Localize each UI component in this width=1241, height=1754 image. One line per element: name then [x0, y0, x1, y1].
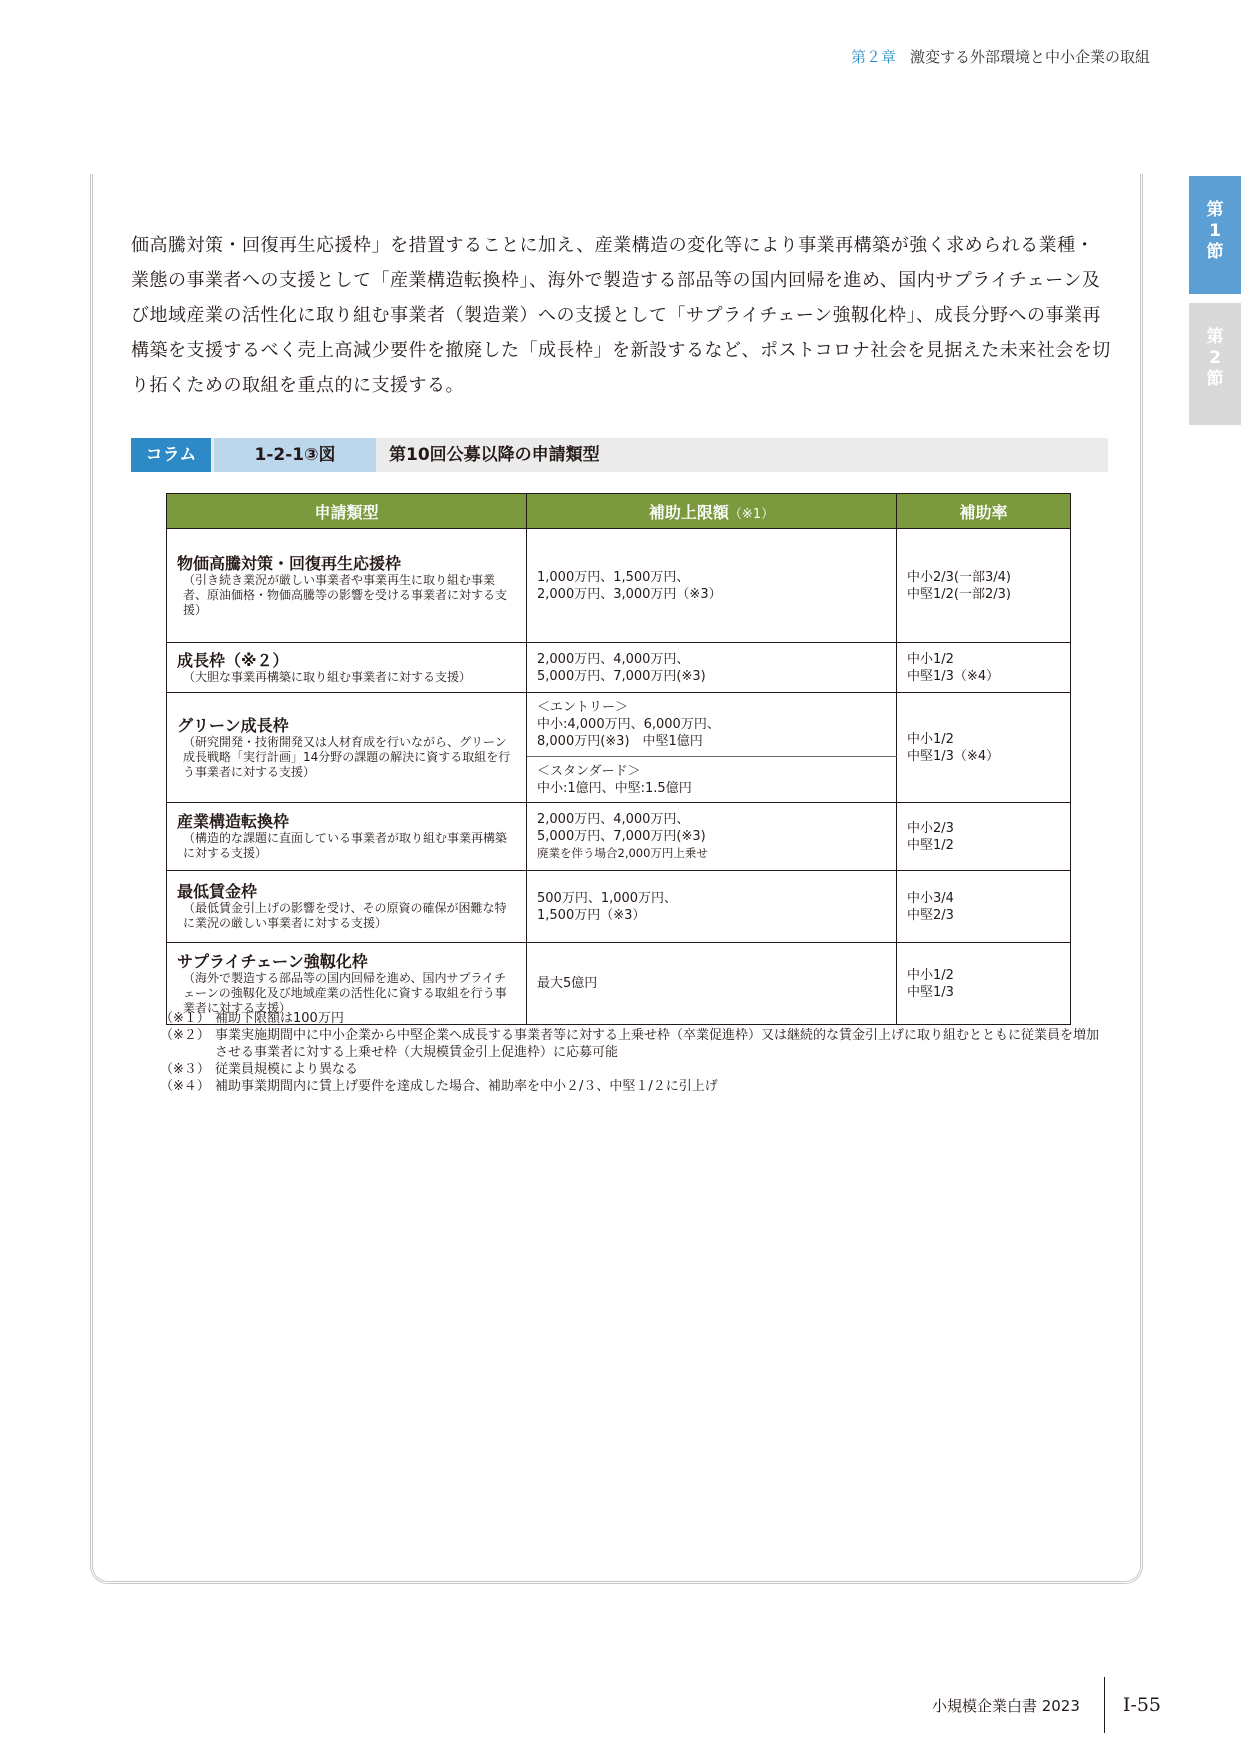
limit-text: 2,000万円、4,000万円、 5,000万円、7,000万円(※3): [537, 812, 706, 844]
section-tab-2[interactable]: [1189, 303, 1241, 425]
application-type-table: [166, 493, 1071, 1025]
figure-title: 第10回公募以降の申請類型: [389, 445, 600, 465]
header-limit-text: 補助上限額: [648, 502, 729, 522]
header-type: 申請類型: [167, 494, 527, 529]
type-cell: [167, 871, 527, 943]
footer-divider: [1104, 1677, 1105, 1733]
rate-cell: 中小1/2 中堅1/3: [897, 943, 1071, 1025]
type-desc: （海外で製造する部品等の国内回帰を進め、国内サプライチェーンの強靱化及び地域産業の活性化に資する取組を行う事業者に対する支援）: [183, 970, 507, 1015]
limit-cell: 500万円、1,000万円、 1,500万円（※3）: [527, 871, 897, 943]
note-text: 補助事業期間内に賃上げ要件を達成した場合、補助率を中小２/３、中堅１/２に引上げ: [215, 1079, 718, 1094]
note-1: [160, 1010, 1110, 1027]
chapter-number: 第２章: [850, 48, 896, 66]
type-desc: （構造的な課題に直面している事業者が取り組む事業再構築に対する支援）: [183, 831, 508, 860]
rate-cell: 中小3/4 中堅2/3: [897, 871, 1071, 943]
rate-cell: 中小1/2 中堅1/3（※4）: [897, 693, 1071, 803]
type-cell: [167, 693, 527, 803]
header-limit-note: （※1）: [728, 506, 775, 522]
note-text: 補助下限額は100万円: [215, 1011, 344, 1026]
type-desc: （引き続き業況が厳しい事業者や事業再生に取り組む事業者、原油価格・物価高騰等の影響を受ける事業者に対する支援）: [183, 572, 508, 617]
type-name: サプライチェーン強靱化枠: [177, 951, 368, 971]
table-row: [167, 803, 1071, 871]
note-3: [160, 1061, 1110, 1078]
note-key: （※４）: [160, 1079, 210, 1094]
column-header: [131, 438, 1108, 472]
table-row: [167, 529, 1071, 643]
limit-cell-standard: ＜スタンダード＞ 中小:1億円、中堅:1.5億円: [527, 757, 897, 803]
table-row: [167, 693, 1071, 757]
type-cell: [167, 529, 527, 643]
note-text: 事業実施期間中に中小企業から中堅企業へ成長する事業者等に対する上乗せ枠（卒業促進枠）又は継続的な賃金引上げに取り組むとともに従業員を増加させる事業者に対する上乗せ枠（大規模賃金引上促進枠）に応募可能: [215, 1028, 1100, 1060]
section-tab-1[interactable]: [1189, 176, 1241, 294]
limit-extra: 廃業を伴う場合2,000万円上乗せ: [537, 846, 708, 860]
type-name: グリーン成長枠: [177, 715, 289, 735]
rate-cell: 中小2/3 中堅1/2: [897, 803, 1071, 871]
limit-cell: 1,000万円、1,500万円、 2,000万円、3,000万円（※3）: [527, 529, 897, 643]
limit-cell: [527, 803, 897, 871]
type-cell: [167, 643, 527, 693]
limit-cell: 最大5億円: [527, 943, 897, 1025]
type-name: 成長枠（※２）: [177, 650, 289, 670]
section-tab-2-label: 第 2 節: [1206, 327, 1224, 389]
header-rate: 補助率: [897, 494, 1071, 529]
type-name: 最低賃金枠: [177, 882, 258, 901]
limit-cell-entry: ＜エントリー＞ 中小:4,000万円、6,000万円、 8,000万円(※3) 中堅1億円: [527, 693, 897, 757]
table-notes: [160, 1010, 1110, 1095]
type-name: 産業構造転換枠: [177, 812, 290, 831]
body-paragraph: 価高騰対策・回復再生応援枠」を措置することに加え、産業構造の変化等により事業再構築が強く求められる業種・業態の事業者への支援として「産業構造転換枠」、海外で製造する部品等の国内回帰を進め、国内サプライチェーン及び地域産業の活性化に取り組む事業者（製造業）への支援として「サプライチェーン強靱化枠」、成長分野への事業再構築を支援するべく売上高減少要件を撤廃した「成長枠」を新設するなど、ポストコロナ社会を見据えた未来社会を切り拓くための取組を重点的に支援する。: [131, 235, 1111, 396]
header-limit: [527, 494, 897, 529]
type-desc: （大胆な事業再構築に取り組む事業者に対する支援）: [183, 669, 472, 684]
rate-cell: 中小1/2 中堅1/3（※4）: [897, 643, 1071, 693]
chapter-title: 激変する外部環境と中小企業の取組: [909, 48, 1150, 66]
note-key: （※１）: [160, 1011, 210, 1026]
column-label: コラム: [131, 438, 211, 472]
running-header: [851, 46, 1150, 67]
table-row: [167, 643, 1071, 693]
book-title: 小規模企業白書 2023: [931, 1696, 1080, 1715]
limit-cell: 2,000万円、4,000万円、 5,000万円、7,000万円(※3): [527, 643, 897, 693]
note-2: [160, 1027, 1110, 1061]
section-tab-1-label: 第 1 節: [1206, 200, 1224, 262]
note-4: [160, 1078, 1110, 1095]
type-name: 物価高騰対策・回復再生応援枠: [177, 553, 402, 573]
type-cell: [167, 803, 527, 871]
table-row: [167, 871, 1071, 943]
figure-number: 1-2-1③図: [214, 438, 376, 472]
type-desc: （研究開発・技術開発又は人材育成を行いながら、グリーン成長戦略「実行計画」14分野の課題の解決に資する取組を行う事業者に対する支援）: [183, 734, 511, 779]
table-header-row: [167, 494, 1071, 529]
note-text: 従業員規模により異なる: [215, 1062, 359, 1077]
page-footer: [932, 1685, 1161, 1725]
note-key: （※２）: [160, 1028, 210, 1043]
page-number: Ⅰ-55: [1122, 1694, 1161, 1716]
rate-cell: 中小2/3(一部3/4) 中堅1/2(一部2/3): [897, 529, 1071, 643]
note-key: （※３）: [160, 1062, 210, 1077]
type-desc: （最低賃金引上げの影響を受け、その原資の確保が困難な特に業況の厳しい事業者に対する支援）: [183, 901, 507, 930]
